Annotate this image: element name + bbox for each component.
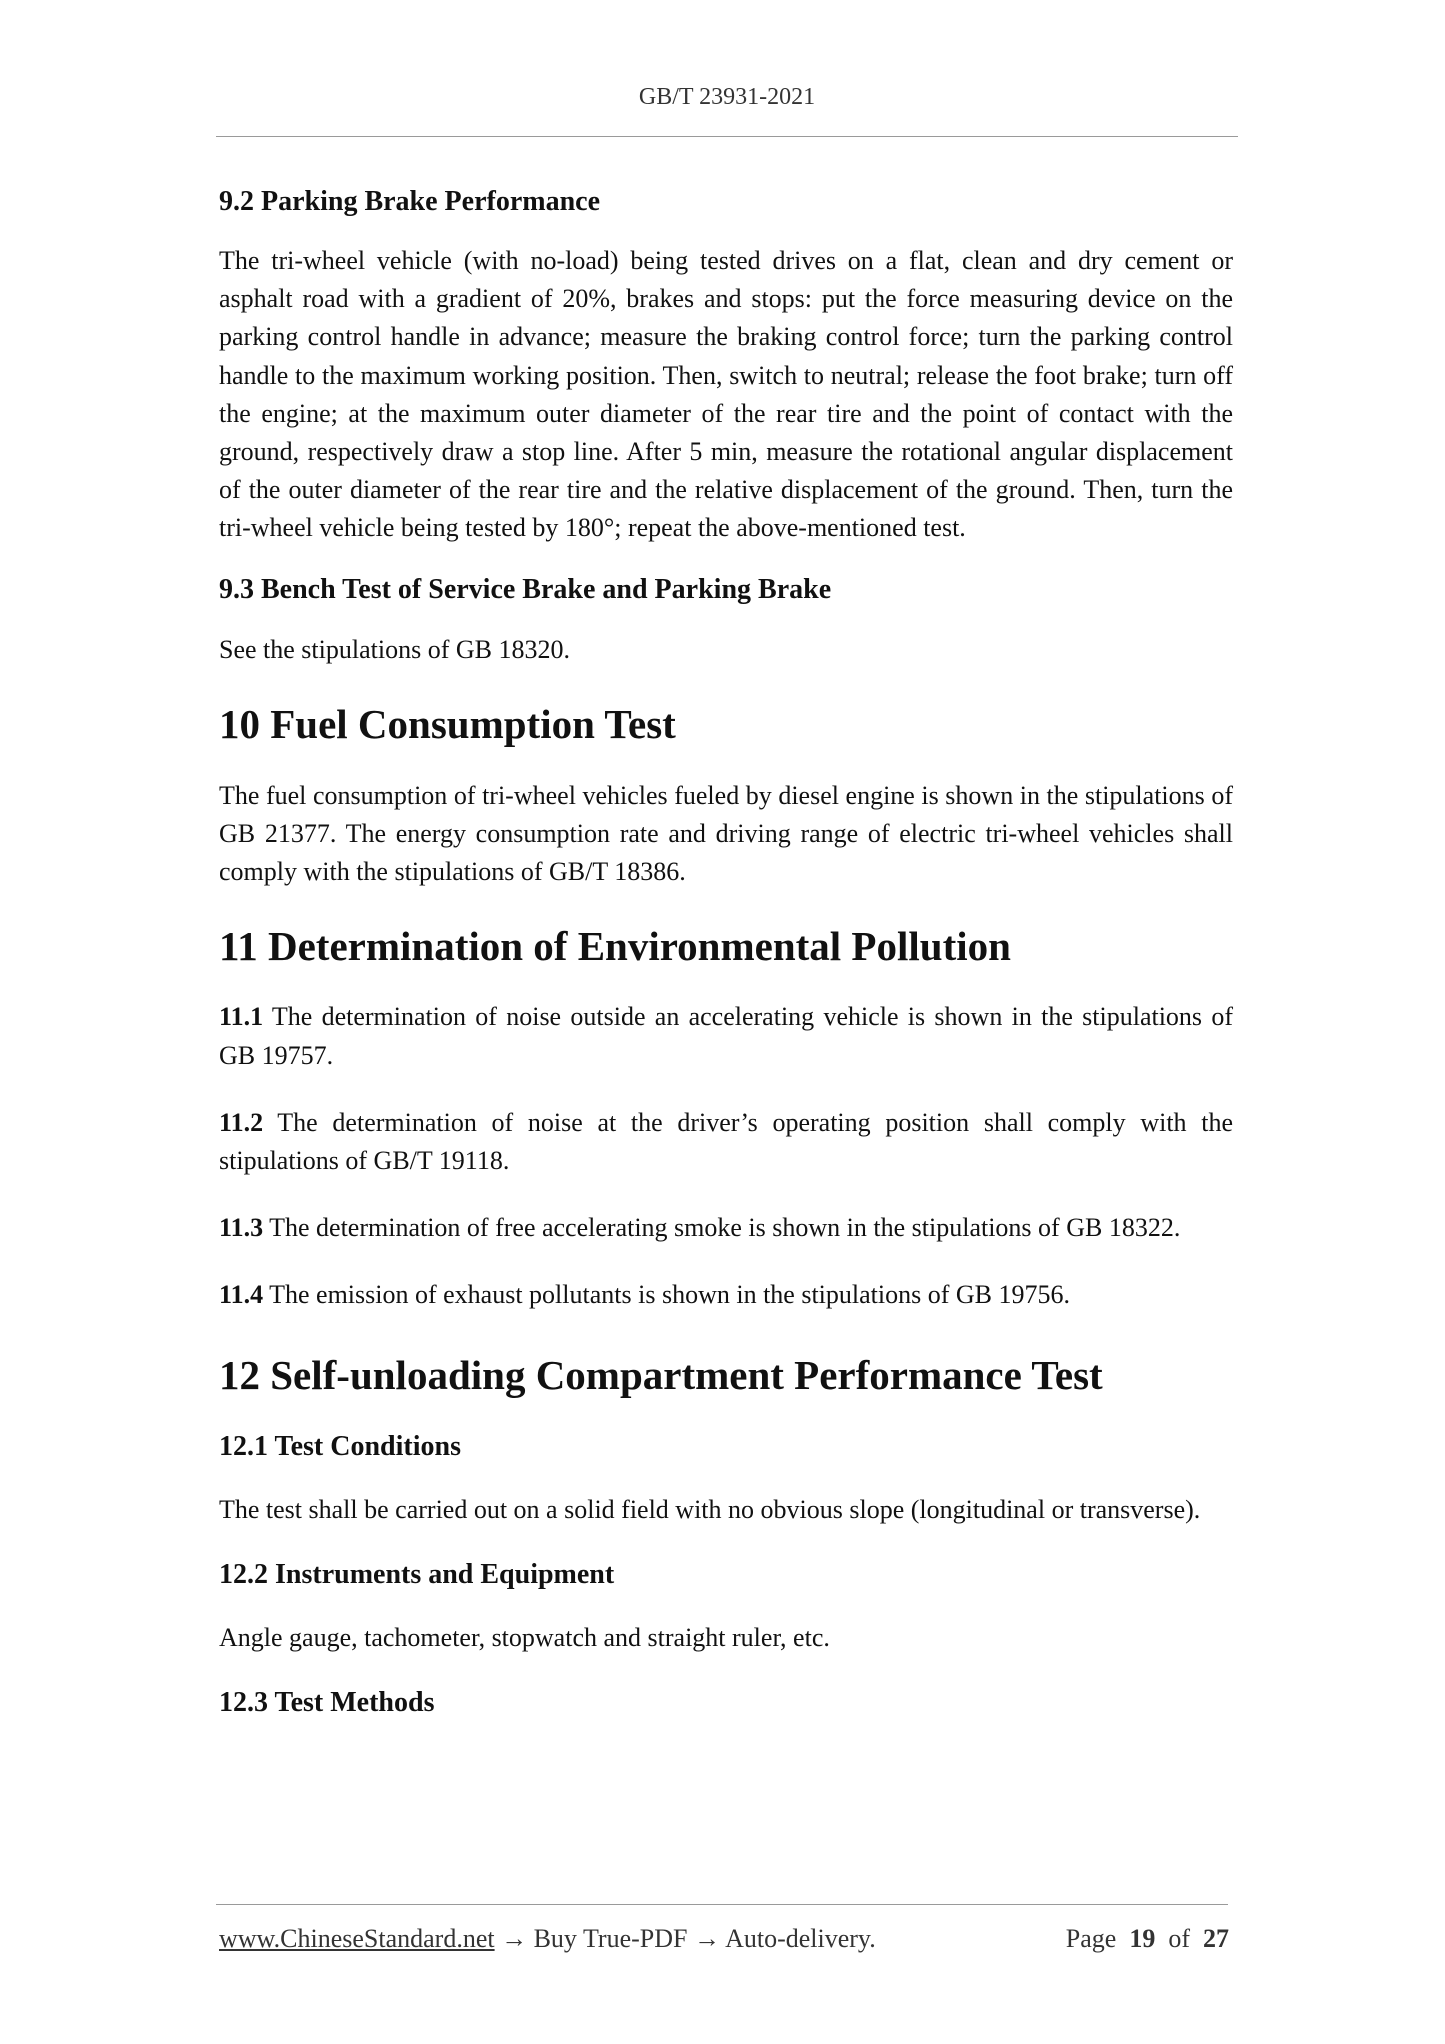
section-9-2-heading: 9.2 Parking Brake Performance xyxy=(219,186,601,217)
section-11-heading: 11 Determination of Environmental Pollution xyxy=(219,923,1011,970)
section-9-3-heading: 9.3 Bench Test of Service Brake and Parking Brake xyxy=(219,573,832,605)
auto-delivery-text: Auto-delivery. xyxy=(725,1924,876,1953)
page-header-doc-id: GB/T 23931-2021 xyxy=(638,84,816,110)
section-11-1-paragraph xyxy=(219,998,1233,1074)
footer-promo xyxy=(219,1924,876,1954)
clause-text: The determination of free accelerating smoke is shown in the stipulations of GB 18322. xyxy=(263,1213,1181,1243)
of-label: of xyxy=(1168,1924,1190,1953)
footer-divider xyxy=(216,1904,1228,1905)
clause-text: The determination of noise at the driver’s operating position shall comply with the stipulations of GB/T 19118. xyxy=(219,1107,1233,1176)
section-11-2-paragraph xyxy=(219,1104,1233,1180)
page-number xyxy=(1066,1924,1229,1954)
current-page: 19 xyxy=(1129,1924,1156,1953)
clause-number: 11.3 xyxy=(219,1213,264,1243)
arrow-right-icon: → xyxy=(687,1924,726,1953)
clause-number: 11.2 xyxy=(219,1107,264,1137)
section-9-3-body: See the stipulations of GB 18320. xyxy=(219,634,570,664)
document-body xyxy=(219,182,1233,1723)
section-10-body: The fuel consumption of tri-wheel vehicles fueled by diesel engine is shown in the stipulations of GB 21377. The energy consumption rate and driving range of electric tri-wheel vehicles shall comply with the stipulations of GB/T 18386. xyxy=(219,780,1233,887)
section-12-3-heading: 12.3 Test Methods xyxy=(219,1687,435,1719)
section-12-heading: 12 Self-unloading Compartment Performance Test xyxy=(219,1351,1103,1398)
clause-number: 11.4 xyxy=(219,1280,264,1310)
buy-true-pdf-text: Buy True-PDF xyxy=(533,1924,688,1953)
section-11-4-paragraph xyxy=(219,1276,1233,1314)
total-pages: 27 xyxy=(1203,1924,1229,1953)
section-12-1-body: The test shall be carried out on a solid field with no obvious slope (longitudinal or transverse). xyxy=(219,1494,1201,1524)
arrow-right-icon: → xyxy=(494,1924,534,1953)
section-10-heading: 10 Fuel Consumption Test xyxy=(219,700,676,747)
section-12-1-heading: 12.1 Test Conditions xyxy=(219,1430,461,1462)
section-12-2-body: Angle gauge, tachometer, stopwatch and straight ruler, etc. xyxy=(219,1622,830,1652)
page-label: Page xyxy=(1065,1924,1117,1953)
header-divider xyxy=(216,136,1238,137)
clause-text: The determination of noise outside an accelerating vehicle is shown in the stipulations of GB 19757. xyxy=(219,1002,1233,1070)
section-12-2-heading: 12.2 Instruments and Equipment xyxy=(219,1558,615,1590)
clause-text: The emission of exhaust pollutants is shown in the stipulations of GB 19756. xyxy=(263,1280,1071,1310)
clause-number: 11.1 xyxy=(219,1002,264,1032)
section-11-3-paragraph xyxy=(219,1209,1233,1247)
site-link[interactable]: www.ChineseStandard.net xyxy=(219,1924,495,1953)
section-9-2-body: The tri-wheel vehicle (with no-load) being tested drives on a flat, clean and dry cement or asphalt road with a gradient of 20%, brakes and stops: put the force measuring device on the parking control handle in advance; measure the braking control force; turn the parking control handle to the maximum working position. Then, switch to neutral; release the foot brake; turn off the engine; at the maximum outer diameter of the rear tire and the point of contact with the ground, respectively draw a stop line. After 5 min, measure the rotational angular displacement of the outer diameter of the rear tire and the relative displacement of the ground. Then, turn the tri-wheel vehicle being tested by 180°; repeat the above-mentioned test. xyxy=(219,246,1233,543)
